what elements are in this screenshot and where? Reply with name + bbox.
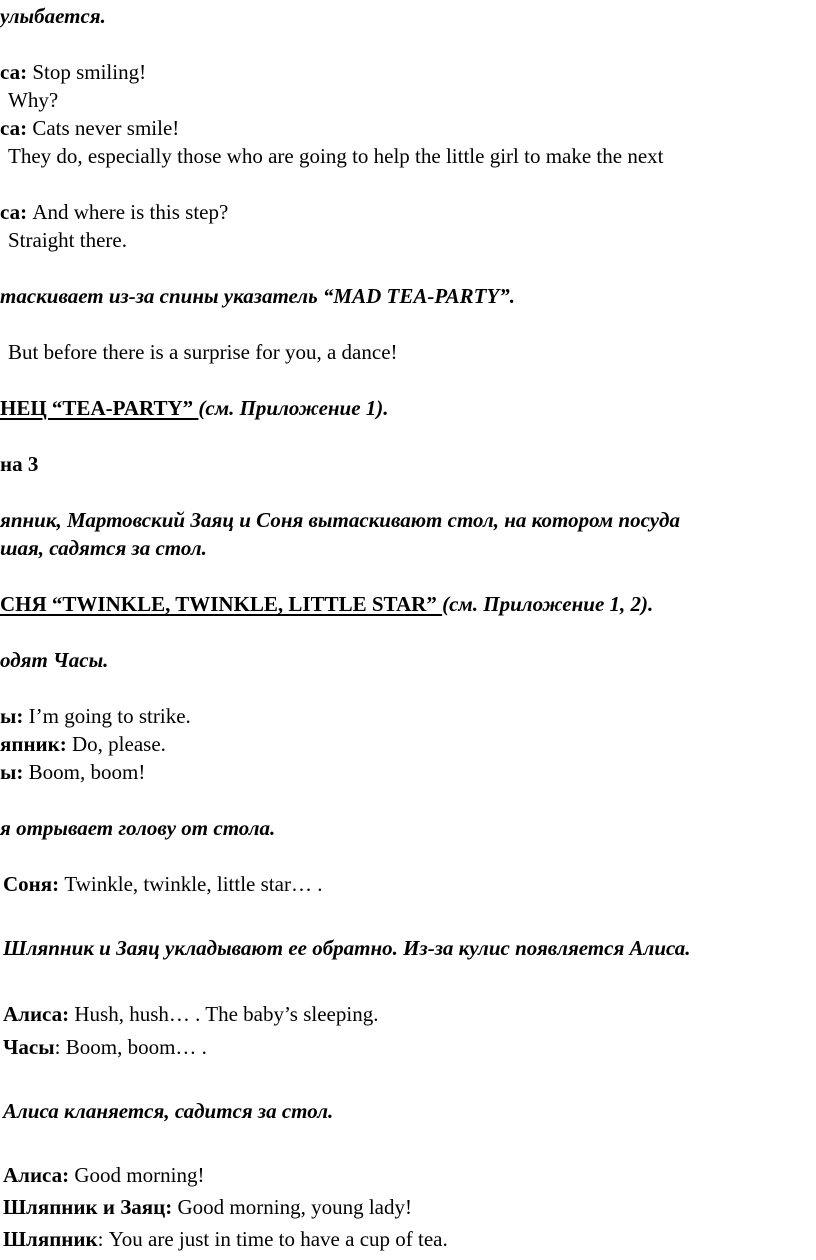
dialogue-line bbox=[8, 142, 664, 170]
stage-direction: одят Часы. bbox=[0, 648, 109, 672]
dialogue-text: Straight there. bbox=[8, 228, 127, 252]
dialogue-text: I’m going to strike. bbox=[23, 704, 191, 728]
stage-direction: улыбается. bbox=[0, 4, 106, 28]
dialogue-text: And where is this step? bbox=[27, 200, 229, 224]
section-heading bbox=[0, 590, 653, 618]
stage-direction: Шляпник и Заяц укладывают ее обратно. Из-за кулис появляется Алиса. bbox=[3, 936, 691, 960]
heading-reference: (см. Приложение 1). bbox=[198, 396, 389, 420]
dialogue-text: Cats never smile! bbox=[27, 116, 180, 140]
section-heading bbox=[0, 394, 389, 422]
dialogue-text: They do, especially those who are going to help the little girl to make the next bbox=[8, 144, 664, 168]
dialogue-line bbox=[0, 58, 146, 86]
dialogue-line bbox=[3, 1033, 207, 1061]
dialogue-line bbox=[8, 86, 58, 114]
dialogue-text: Hush, hush… . The baby’s sleeping. bbox=[69, 1002, 379, 1026]
dialogue-line bbox=[0, 702, 191, 730]
dialogue-text: Boom, boom! bbox=[23, 760, 146, 784]
stage-direction: япник, Мартовский Заяц и Соня вытаскивают стол, на котором посуда bbox=[0, 508, 680, 532]
dialogue-text: : You are just in time to have a cup of tea. bbox=[97, 1227, 448, 1251]
speaker-name: Алиса: bbox=[3, 1163, 70, 1187]
speaker-name: Алиса: bbox=[3, 1002, 70, 1026]
dialogue-text: Why? bbox=[8, 88, 59, 112]
dialogue-text: Twinkle, twinkle, little star… . bbox=[59, 872, 323, 896]
stage-direction: таскивает из-за спины указатель “MAD TEA-PARTY”. bbox=[0, 284, 516, 308]
dialogue-line bbox=[0, 198, 228, 226]
dialogue-line bbox=[0, 114, 179, 142]
dialogue-line bbox=[0, 758, 145, 786]
speaker-name: япник: bbox=[0, 732, 67, 756]
stage-direction: я отрывает голову от стола. bbox=[0, 816, 276, 840]
dialogue-line bbox=[3, 1193, 412, 1221]
heading-reference: (см. Приложение 1, 2). bbox=[442, 592, 654, 616]
heading-title: НЕЦ “TEA-PARTY” bbox=[0, 396, 199, 420]
speaker-name: ы: bbox=[0, 760, 24, 784]
speaker-name: ы: bbox=[0, 704, 24, 728]
stage-direction: шая, садятся за стол. bbox=[0, 536, 207, 560]
speaker-name: са: bbox=[0, 116, 28, 140]
stage-direction: Алиса кланяется, садится за стол. bbox=[3, 1099, 334, 1123]
dialogue-line bbox=[3, 1161, 204, 1189]
dialogue-text: : Boom, boom… . bbox=[54, 1035, 207, 1059]
speaker-name: Шляпник bbox=[3, 1227, 98, 1251]
speaker-name: Соня: bbox=[3, 872, 60, 896]
speaker-name: са: bbox=[0, 60, 28, 84]
dialogue-text: Stop smiling! bbox=[27, 60, 147, 84]
dialogue-line bbox=[3, 870, 322, 898]
speaker-name: Шляпник и Заяц: bbox=[3, 1195, 173, 1219]
dialogue-line bbox=[0, 730, 166, 758]
dialogue-line bbox=[3, 1225, 448, 1253]
heading-title: СНЯ “TWINKLE, TWINKLE, LITTLE STAR” bbox=[0, 592, 443, 616]
dialogue-text: Good morning, young lady! bbox=[172, 1195, 412, 1219]
dialogue-text: Good morning! bbox=[69, 1163, 205, 1187]
dialogue-line bbox=[8, 226, 127, 254]
scene-heading: на 3 bbox=[0, 452, 39, 476]
speaker-name: са: bbox=[0, 200, 28, 224]
dialogue-line bbox=[3, 1000, 378, 1028]
dialogue-line bbox=[8, 338, 398, 366]
dialogue-text: Do, please. bbox=[66, 732, 166, 756]
speaker-name: Часы bbox=[3, 1035, 55, 1059]
dialogue-text: But before there is a surprise for you, a dance! bbox=[8, 340, 398, 364]
